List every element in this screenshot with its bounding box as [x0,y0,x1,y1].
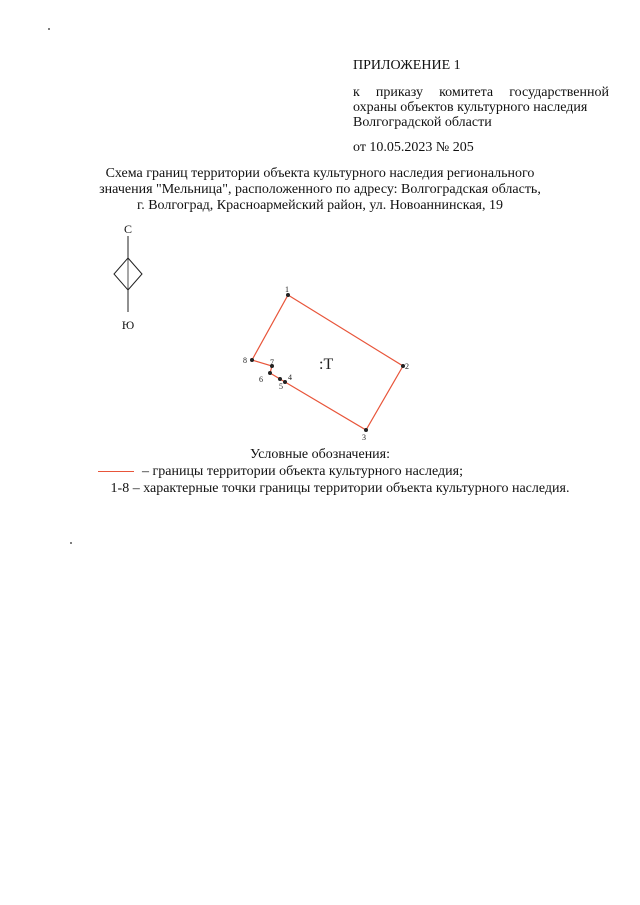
appendix-header [353,58,609,155]
boundary-point-3 [364,428,368,432]
territory-boundary-scheme [240,285,420,445]
boundary-point-4 [283,380,287,384]
scheme-title-line-2: значения "Мельница", расположенного по адресу: Волгоградская область, [99,182,541,197]
order-reference-region: Волгоградской области [353,115,492,130]
point-label-8: 8 [243,356,247,365]
scan-speck [48,28,50,30]
point-label-4: 4 [288,373,292,382]
point-label-1: 1 [285,285,289,294]
point-label-3: 3 [362,433,366,442]
boundary-line-sample [98,471,134,472]
scheme-title-line-3: г. Волгоград, Красноармейский район, ул. Новоаннинская, 19 [137,198,503,213]
legend [60,446,580,497]
scan-speck [70,542,72,544]
legend-boundary-text: – границы территории объекта культурного наследия; [142,464,463,479]
legend-item-boundary [60,463,580,480]
appendix-title: ПРИЛОЖЕНИЕ 1 [353,58,461,73]
north-arrow [108,222,148,334]
point-label-7: 7 [270,358,274,367]
point-label-5: 5 [279,382,283,391]
point-label-2: 2 [405,362,409,371]
legend-title: Условные обозначения: [249,447,391,462]
boundary-point-5 [278,377,282,381]
point-label-6: 6 [259,375,263,384]
south-label: Ю [121,318,135,332]
order-date-number: от 10.05.2023 № 205 [353,140,474,155]
legend-item-points: 1-8 – характерные точки границы территории объекта культурного наследия. [110,481,570,496]
boundary-point-8 [250,358,254,362]
boundary-point-6 [268,371,272,375]
order-reference: к приказу комитета государственной охраны объектов культурного наследия [353,85,609,115]
territory-label: :Т [319,356,334,373]
scheme-title [80,166,560,214]
scheme-title-line-1: Схема границ территории объекта культурного наследия регионального [105,166,535,181]
north-label: С [123,222,132,236]
